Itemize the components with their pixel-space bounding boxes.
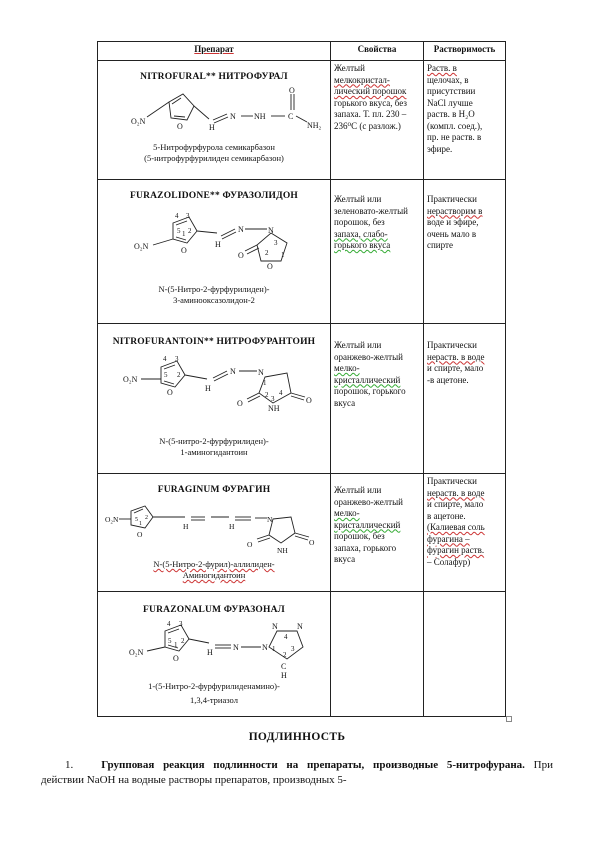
text-line: оранжево-желтый (334, 351, 403, 362)
chem-label: N (238, 224, 244, 234)
drug-cell-nitrofural (98, 61, 331, 180)
text-line: нераств. в воде (427, 487, 485, 498)
drug-cell-furaginum (98, 474, 331, 592)
text-line: лический порошок (334, 86, 407, 96)
chem-label: H (281, 670, 287, 680)
text-line: нераств. в воде (427, 351, 485, 362)
chem-label: NH (268, 403, 280, 413)
text-line: Практически (427, 194, 477, 204)
text-line: мелко- (334, 508, 360, 518)
text-line: в ацетоне. (427, 510, 466, 521)
text-line: фурагина – (427, 533, 470, 544)
chem-label: O₂N (105, 514, 119, 524)
text-line: мелко- (334, 363, 360, 373)
svg-text:1: 1 (281, 250, 285, 259)
text-line: запаха, слабо- (334, 228, 388, 239)
name-line: Аминогидантоин (182, 570, 246, 580)
table-header-row (98, 42, 506, 61)
drug-cell-furazolidone (98, 180, 331, 324)
solubility-cell (424, 324, 506, 474)
name-line: 3-аминооксазолидон-2 (173, 295, 255, 305)
text-line: (Калиевая соль (427, 522, 485, 532)
chem-label: O (247, 539, 253, 549)
chem-label: O (237, 398, 243, 408)
chem-label: O₂N (134, 241, 149, 251)
chem-label: C (288, 111, 294, 121)
text-line: Желтый (334, 63, 365, 73)
properties-cell (331, 324, 424, 474)
chem-label: O (306, 395, 312, 405)
drug-title: FURAZONALUM ФУРАЗОНАЛ (143, 605, 285, 615)
chem-label: NH (277, 545, 288, 555)
text-line: фурагин раств. (427, 545, 485, 555)
table-row (98, 592, 506, 717)
section-heading: ПОДЛИННОСТЬ (248, 731, 346, 743)
drug-chemical-name (98, 559, 330, 581)
paragraph (41, 758, 553, 788)
svg-text:1: 1 (182, 229, 186, 238)
structure-furaginum (101, 497, 334, 561)
svg-text:3: 3 (175, 354, 179, 363)
text-line: порошок, горького (334, 386, 406, 396)
table-row (98, 324, 506, 474)
table-row (98, 180, 506, 324)
text-line: пр. не раств. в (427, 132, 482, 142)
svg-text:4: 4 (167, 619, 171, 628)
text-line: (компл. соед.), (427, 120, 483, 131)
chem-label: H (215, 239, 221, 249)
chem-label: O₂N (129, 647, 144, 657)
chem-label: H (205, 383, 211, 393)
text-line: нерастворим в (427, 205, 483, 216)
drug-table (97, 41, 506, 717)
chem-label: N (262, 642, 268, 652)
chem-label: O (238, 250, 244, 260)
svg-text:3: 3 (271, 394, 275, 403)
chem-label: O (309, 537, 315, 547)
svg-text:1: 1 (174, 640, 178, 649)
chem-label: O₂N (131, 116, 146, 126)
text-line: 236⁰С (с разлож.) (334, 120, 401, 131)
svg-text:2: 2 (188, 226, 192, 235)
text-line: очень мало в (427, 228, 477, 239)
svg-text:2: 2 (181, 636, 185, 645)
svg-text:5: 5 (177, 226, 181, 235)
chem-label: O (267, 261, 273, 271)
header-drug: Препарат (98, 42, 331, 61)
chem-label: N (233, 642, 239, 652)
chem-label: N (230, 111, 236, 121)
drug-chemical-name (98, 436, 330, 458)
name-line: N-(5-Нитро-2-фурфурилиден)- (158, 284, 270, 294)
drug-chemical-name (98, 284, 330, 306)
drug-chemical-name (98, 142, 330, 164)
table-row (98, 61, 506, 180)
header-properties: Свойства (331, 42, 424, 61)
svg-text:2: 2 (283, 650, 287, 659)
chem-label: H (209, 122, 215, 132)
text-line: эфире. (427, 143, 453, 154)
text-line: спирте (427, 240, 453, 250)
svg-text:4: 4 (284, 632, 288, 641)
properties-cell (331, 592, 424, 717)
svg-text:4: 4 (175, 211, 179, 220)
name-line: N-(5-нитро-2-фурфурилиден)- (159, 436, 269, 446)
text-line: зеленовато-желтый (334, 205, 408, 216)
text-line: вкуса (334, 554, 356, 564)
svg-text:5: 5 (168, 636, 172, 645)
drug-title: FURAGINUM ФУРАГИН (157, 485, 271, 495)
drug-title: NITROFURANTOIN** НИТРОФУРАНТОИН (112, 337, 316, 347)
drug-cell-furazonalum (98, 592, 331, 717)
chem-label: O (181, 245, 187, 255)
chem-label: O (167, 387, 173, 397)
drug-cell-nitrofurantoin (98, 324, 331, 474)
paragraph-text: При действии NaOH на водные растворы препаратов, производных 5- (41, 759, 553, 786)
svg-text:1: 1 (272, 644, 276, 653)
svg-text:2: 2 (177, 370, 181, 379)
svg-text:2: 2 (145, 514, 148, 521)
text-line: порошок, без (334, 217, 385, 227)
solubility-cell (424, 180, 506, 324)
svg-text:2: 2 (265, 390, 269, 399)
svg-text:4: 4 (163, 354, 167, 363)
text-line: Желтый или (334, 485, 382, 495)
paragraph-number: 1. (65, 759, 74, 771)
chem-label: H (207, 647, 213, 657)
name-line: (5-нитрофурфурилиден семикарбазон) (144, 153, 284, 163)
drug-title: FURAZOLIDONE** ФУРАЗОЛИДОН (130, 191, 298, 201)
text-line: запаха, горького (334, 542, 397, 553)
svg-text:1: 1 (139, 520, 142, 527)
chem-label: H (229, 521, 235, 531)
text-line: Желтый или (334, 340, 382, 350)
text-line: запаха. Т. пл. 230 – (334, 109, 407, 119)
svg-text:5: 5 (164, 370, 168, 379)
structure-nitrofurantoin (101, 349, 334, 433)
text-line: горького вкуса, без (334, 97, 407, 108)
text-line: горького вкуса (334, 240, 391, 250)
solubility-cell (424, 592, 506, 717)
chem-label: N (272, 621, 278, 631)
text-line: воде и эфире, (427, 217, 479, 227)
solubility-cell (424, 61, 506, 180)
chem-label: O (137, 529, 143, 539)
text-line: -в ацетоне. (427, 374, 469, 385)
text-line: раств. в H₂O (427, 109, 475, 119)
chem-label: N (230, 366, 236, 376)
svg-text:3: 3 (274, 238, 278, 247)
text-line: кристаллический (334, 374, 401, 385)
chem-label: N (258, 367, 264, 377)
text-line: присутствии (427, 86, 476, 96)
text-line: оранжево-желтый (334, 496, 403, 507)
table-row (98, 474, 506, 592)
structure-furazonalum (101, 617, 334, 681)
header-solubility: Растворимость (424, 42, 506, 61)
text-line: щелочах, в (427, 74, 469, 85)
text-line: Практически (427, 340, 477, 350)
name-line: 1-(5-Нитро-2-фурфурилиденамино)- (148, 681, 280, 691)
chem-label: O (289, 85, 295, 95)
drug-title: NITROFURAL** НИТРОФУРАЛ (140, 72, 288, 82)
chem-label: N (297, 621, 303, 631)
text-line: и спирте, мало (427, 499, 484, 509)
svg-text:2: 2 (265, 248, 269, 257)
svg-text:3: 3 (186, 211, 190, 220)
chem-label: O (177, 121, 183, 131)
chem-label: O₂N (123, 374, 138, 384)
name-line: 1-аминогидантоин (180, 447, 248, 457)
name-line: 5-Нитрофурфурола семикарбазон (153, 142, 275, 152)
chem-label: O (173, 653, 179, 663)
svg-text:1: 1 (263, 378, 267, 387)
chem-label: N (268, 225, 274, 235)
svg-text:3: 3 (179, 619, 183, 628)
svg-text:5: 5 (135, 516, 138, 523)
text-line: порошок, без (334, 531, 385, 541)
chem-label: N (267, 514, 273, 524)
chem-label: C (281, 661, 287, 671)
properties-cell (331, 61, 424, 180)
text-line: кристаллический (334, 519, 401, 530)
chem-label: NH (254, 111, 266, 121)
text-line: Желтый или (334, 194, 382, 204)
solubility-cell (424, 474, 506, 592)
structure-nitrofural (101, 84, 334, 144)
text-line: NaCl лучше (427, 97, 473, 108)
drug-chemical-name (98, 681, 330, 706)
text-line: мелкокристал- (334, 74, 390, 85)
table-resize-handle[interactable] (506, 716, 512, 722)
text-line: Практически (427, 476, 477, 486)
name-line: N-(5-Нитро-2-фурил)-аллилиден- (153, 559, 275, 569)
text-line: – Солафур) (427, 556, 471, 567)
svg-text:4: 4 (279, 388, 283, 397)
text-line: Раств. в (427, 63, 457, 73)
chem-label: H (183, 521, 189, 531)
text-line: вкуса (334, 397, 356, 408)
name-line: 1,3,4-триазол (190, 695, 238, 705)
paragraph-bold: Групповая реакция подлинности на препараты, производные 5-нитрофурана. (101, 759, 525, 771)
svg-text:3: 3 (291, 644, 295, 653)
text-line: и спирте, мало (427, 363, 484, 373)
properties-cell (331, 180, 424, 324)
structure-furazolidone (101, 203, 334, 283)
properties-cell (331, 474, 424, 592)
chem-label: NH₂ (307, 120, 322, 130)
